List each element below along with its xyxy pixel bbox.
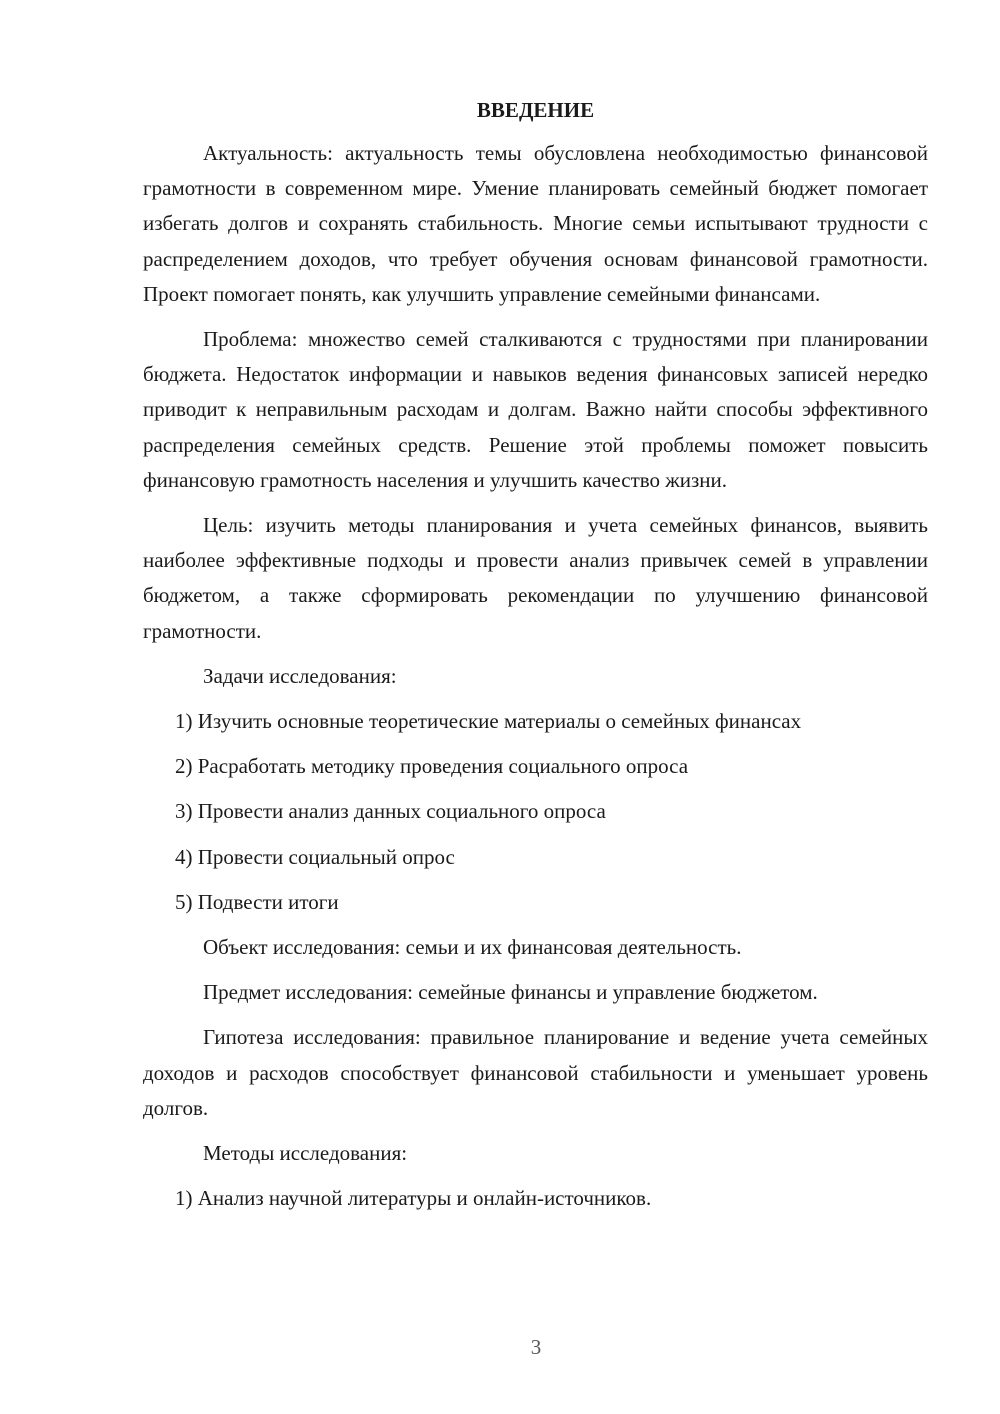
task-item-5: 5) Подвести итоги (175, 889, 339, 914)
method-item-1: 1) Анализ научной литературы и онлайн-источников. (175, 1186, 652, 1211)
problem-paragraph: Проблема: множество семей сталкиваются с трудностями при планировании бюджета. Недостаток информации и навыков ведения финансовых записей нередко приводит к неправильным расходам и долгам. Важно найти способы эффективного распределения семейных средств. Решение этой проблемы поможет повысить финансовую грамотность населения и улучшить качество жизни. (143, 327, 928, 492)
tasks-title: Задачи исследования: (203, 663, 397, 688)
task-item-2: 2) Расработать методику проведения социального опроса (175, 754, 689, 779)
hypothesis-paragraph: Гипотеза исследования: правильное планирование и ведение учета семейных доходов и расходов способствует финансовой стабильности и уменьшает уровень долгов. (143, 1025, 928, 1120)
methods-title: Методы исследования: (203, 1141, 408, 1166)
task-item-1: 1) Изучить основные теоретические материалы о семейных финансах (175, 709, 802, 734)
page-number: 3 (530, 1335, 542, 1359)
research-object: Объект исследования: семьи и их финансовая деятельность. (203, 935, 742, 960)
research-subject: Предмет исследования: семейные финансы и управление бюджетом. (203, 980, 818, 1005)
section-heading: ВВЕДЕНИЕ (476, 98, 595, 122)
relevance-paragraph: Актуальность: актуальность темы обусловлена необходимостью финансовой грамотности в современном мире. Умение планировать семейный бюджет помогает избегать долгов и сохранять стабильность. Многие семьи испытывают трудности с распределением доходов, что требует обучения основам финансовой грамотности. Проект помогает понять, как улучшить управление семейными финансами. (143, 141, 928, 306)
goal-paragraph: Цель: изучить методы планирования и учета семейных финансов, выявить наиболее эффективные подходы и провести анализ привычек семей в управлении бюджетом, а также сформировать рекомендации по улучшению финансовой грамотности. (143, 513, 928, 643)
page-content (143, 96, 928, 1226)
task-item-4: 4) Провести социальный опрос (175, 844, 455, 869)
task-item-3: 3) Провести анализ данных социального опроса (175, 799, 606, 824)
